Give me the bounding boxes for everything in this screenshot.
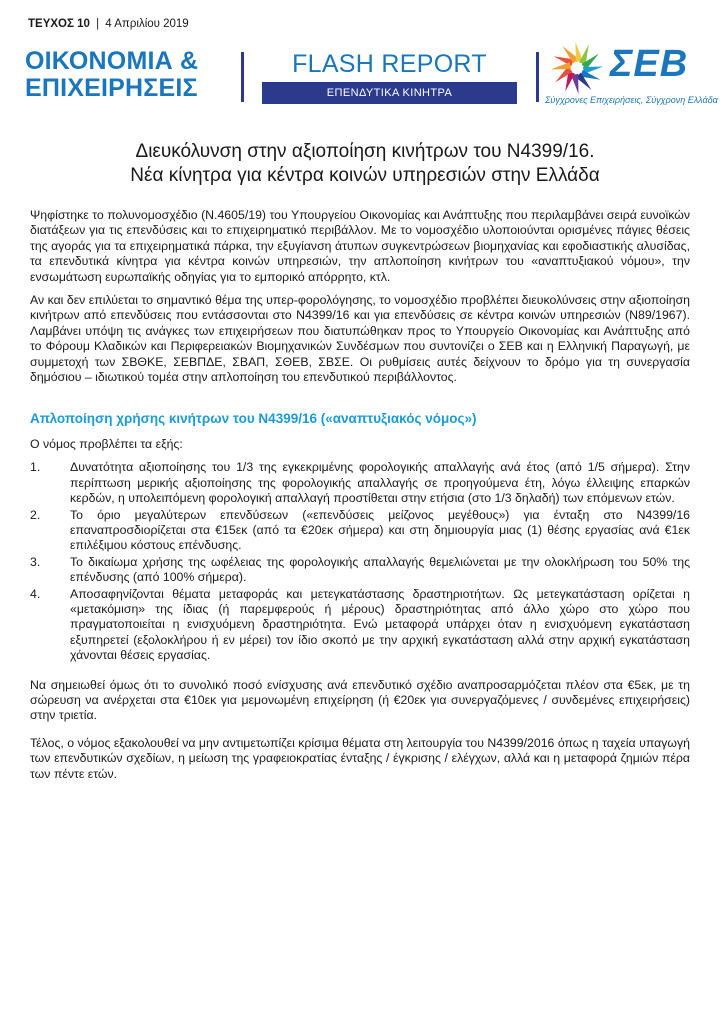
brand-line-2: ΕΠΙΧΕΙΡΗΣΕΙΣ	[25, 74, 198, 102]
list-item-text: Αποσαφηνίζονται θέματα μεταφοράς και μετεγκατάστασης δραστηριοτήτων. Ως μετεγκατάσταση ορίζεται η «μετακόμιση» της ίδιας (ή παρεμφερούς ή μέρους) δραστηριότητας από άλλο χώρο στο χώρο που πραγματοποιείται η ενισχυόμενη δραστηριότητα. Ενώ μεταφορά υπάρχει όταν η ενισχυόμενη εγκατάσταση εξυπηρετεί (εξολοκλήρου ή εν μέρει) τον ίδιο σκοπό με την αρχική εγκατάσταση αλλά στην αρχική εγκατάσταση χάνονται θέσεις εργασίας.	[70, 586, 690, 663]
issue-number: ΤΕΥΧΟΣ 10	[28, 18, 90, 30]
list-item-text: Το όριο μεγαλύτερων επενδύσεων («επενδύσεις μείζονος μεγέθους») για ένταξη στο Ν4399/16 επαναπροσδιορίζεται στα €15εκ (από τα €20εκ σήμερα) και στη δημιουργία μιας (1) θέσης εργασίας ανά €1εκ επιλέξιμου κόστους επένδυσης.	[70, 507, 690, 553]
list-item-number: 1.	[30, 460, 41, 475]
issue-date: 4 Απριλίου 2019	[105, 18, 189, 30]
report-body	[30, 208, 690, 790]
seb-logo-text: ΣΕΒ	[610, 43, 689, 85]
seb-logo-tagline: Σύγχρονες Επιχειρήσεις, Σύγχρονη Ελλάδα	[545, 95, 718, 105]
section-brand	[25, 48, 198, 102]
intro-paragraph-1: Ψηφίστηκε το πολυνομοσχέδιο (Ν.4605/19) του Υπουργείου Οικονομίας και Ανάπτυξης που περιλαμβάνει σειρά ευνοϊκών διατάξεων για τις επενδύσεις και το επιχειρηματικό περιβάλλον. Με το νομοσχέδιο υλοποιούνται ορισμένες πάγιες θέσεις της αγοράς για τα επιχειρηματικά πάρκα, την εξυγίανση άτυπων συγκεντρώσεων βιομηχανίας και εφοδιαστικής αλυσίδας, τα επενδυτικά κίνητρα για κέντρα κοινών υπηρεσιών, την απλοποίηση κινήτρων του «αναπτυξιακού νόμου», την ενσωμάτωση ευρωπαϊκής οδηγίας για το εμπορικό απόρρητο, κτλ.	[30, 208, 690, 284]
intro-paragraph-2: Αν και δεν επιλύεται το σημαντικό θέμα της υπερ-φορολόγησης, το νομοσχέδιο προβλέπει διευκολύνσεις στην αξιοποίηση κινήτρων από επενδύσεις που εντάσσονται στο Ν4399/16 και για επενδύσεις σε κέντρα κοινών υπηρεσιών (Ν89/1967). Λαμβάνει υπόψη τις ανάγκες των επιχειρήσεων που διατυπώθηκαν προς το Υπουργείο Οικονομίας και Ανάπτυξης από το Φόρουμ Κλαδικών και Περιφερειακών Βιομηχανικών Συνδέσμων που συντονίζει ο ΣΕΒ και η Ελληνική Παραγωγή, με συμμετοχή των ΣΒΘΚΕ, ΣΕΒΠΔΕ, ΣΒΑΠ, ΣΘΕΒ, ΣΒΣΕ. Οι ρυθμίσεις αυτές δείχνουν το δρόμο για τη συνεργασία δημόσιου – ιδιωτικού τομέα στην απλοποίηση του επενδυτικού περιβάλλοντος.	[30, 293, 690, 385]
provisions-list	[30, 460, 690, 663]
flash-report-title: FLASH REPORT	[292, 50, 487, 78]
closing-paragraph-1: Να σημειωθεί όμως ότι το συνολικό ποσό ενίσχυσης ανά επενδυτικό σχέδιο αναπροσαρμόζεται πλέον στα €5εκ, με τη σώρευση να ανέρχεται στα €10εκ για μεμονωμένη επιχείρηση (ή €20εκ για συνεργαζόμενες / συνδεμένες επιχειρήσεις) στην τριετία.	[30, 677, 690, 723]
report-title-line-2: Νέα κίνητρα για κέντρα κοινών υπηρεσιών στην Ελλάδα	[130, 165, 600, 186]
list-intro: Ο νόμος προβλέπει τα εξής:	[30, 436, 183, 451]
report-title	[40, 140, 690, 188]
list-item	[30, 508, 690, 554]
issue-separator: |	[96, 18, 100, 30]
section-heading: Απλοποίηση χρήσης κινήτρων του Ν4399/16 («αναπτυξιακός νόμος»)	[30, 411, 477, 427]
flash-report-subtitle: ΕΠΕΝΔΥΤΙΚΑ ΚΙΝΗΤΡΑ	[262, 82, 517, 104]
header-divider-right	[536, 52, 539, 102]
list-item	[30, 587, 690, 664]
list-item	[30, 460, 690, 506]
list-item-number: 2.	[30, 507, 41, 522]
brand-line-1: ΟΙΚΟΝΟΜΙΑ &	[25, 47, 199, 75]
report-title-line-1: Διευκόλυνση στην αξιοποίηση κινήτρων του Ν4399/16.	[135, 141, 595, 162]
list-item	[30, 555, 690, 586]
seb-logo	[545, 40, 718, 110]
list-item-text: Δυνατότητα αξιοποίησης του 1/3 της εγκεκριμένης φορολογικής απαλλαγής ανά έτος (από 1/5 σήμερα). Στην περίπτωση μερικής αξιοποίησης της φορολογικής απαλλαγής σε προηγούμενα έτη, λόγω έλλειψης επαρκών κερδών, η υπολειπόμενη φορολογική απαλλαγή προστίθεται στην ετήσια (στο 1/3 δηλαδή) των επόμενων ετών.	[70, 460, 690, 506]
header-divider-left	[241, 52, 244, 102]
issue-line	[28, 18, 189, 30]
list-item-text: Το δικαίωμα χρήσης της ωφέλειας της φορολογικής απαλλαγής θεμελιώνεται με την ολοκλήρωση του 50% της επένδυσης (από 100% σήμερα).	[70, 554, 690, 585]
list-item-number: 4.	[30, 586, 41, 601]
flash-report-block	[262, 50, 517, 104]
closing-paragraph-2: Τέλος, ο νόμος εξακολουθεί να μην αντιμετωπίζει κρίσιμα θέματα στη λειτουργία του Ν4399/2016 όπως η ταχεία υπαγωγή των επενδυτικών σχεδίων, η μείωση της γραφειοκρατίας ένταξης / έγκρισης / ελέγχων, αλλά και η μεταφορά ζημιών πέρα των πέντε ετών.	[30, 735, 690, 781]
seb-star-burst-icon	[545, 40, 609, 96]
list-item-number: 3.	[30, 554, 41, 569]
